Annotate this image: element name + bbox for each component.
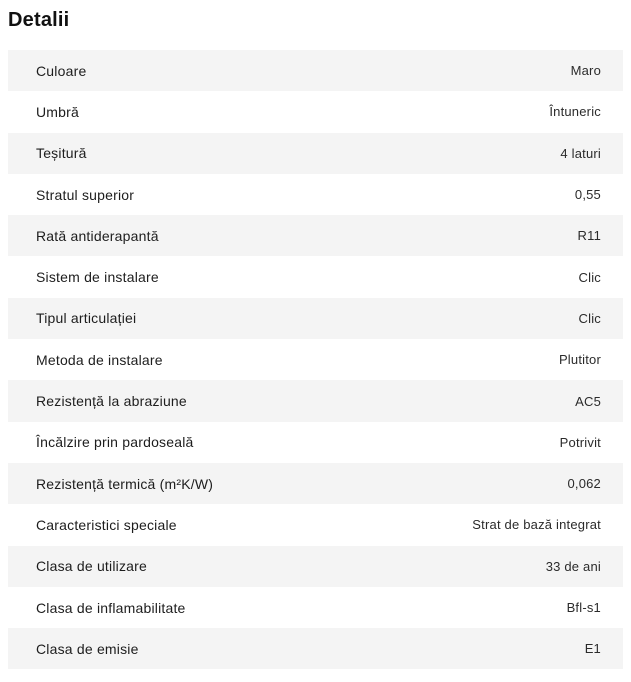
spec-value: R11 (577, 228, 601, 244)
spec-label: Rată antiderapantă (36, 227, 159, 244)
spec-label: Metoda de instalare (36, 351, 163, 368)
spec-value: Strat de bază integrat (472, 517, 601, 533)
spec-label: Clasa de emisie (36, 640, 139, 657)
spec-value: E1 (584, 641, 601, 657)
table-row (8, 215, 623, 256)
page-title: Detalii (8, 9, 70, 31)
table-row (8, 339, 623, 380)
spec-value: Plutitor (558, 352, 601, 368)
spec-label: Rezistență la abraziune (36, 393, 187, 410)
table-row (8, 256, 623, 297)
table-row (8, 587, 623, 628)
spec-value: Bfl-s1 (566, 600, 601, 615)
spec-label: Sistem de instalare (36, 269, 159, 286)
spec-value: Clic (578, 310, 601, 326)
table-row (8, 422, 623, 463)
spec-label: Stratul superior (36, 186, 135, 203)
table-row (8, 380, 623, 421)
table-row (8, 50, 623, 91)
spec-value: 0,55 (574, 187, 601, 203)
spec-label: Caracteristici speciale (36, 516, 177, 533)
spec-label: Tipul articulației (36, 310, 137, 327)
spec-value: 4 laturi (560, 145, 601, 161)
spec-value: 0,062 (567, 476, 601, 492)
table-row (8, 91, 623, 132)
details-table (8, 50, 623, 669)
spec-value: 33 de ani (545, 558, 601, 574)
spec-value: Întuneric (549, 104, 601, 120)
table-row (8, 463, 623, 504)
table-row (8, 504, 623, 545)
spec-label: Culoare (36, 62, 87, 79)
spec-label: Rezistență termică (m²K/W) (36, 475, 214, 492)
spec-value: Clic (578, 269, 601, 285)
table-row (8, 628, 623, 669)
spec-label: Umbră (36, 103, 80, 120)
spec-label: Clasa de inflamabilitate (36, 599, 186, 616)
spec-label: Clasa de utilizare (36, 558, 147, 575)
spec-label: Încălzire prin pardoseală (36, 434, 194, 451)
table-row (8, 133, 623, 174)
table-row (8, 174, 623, 215)
spec-value: AC5 (575, 393, 601, 409)
spec-value: Maro (570, 63, 601, 79)
spec-value: Potrivit (559, 434, 601, 450)
table-row (8, 298, 623, 339)
table-row (8, 546, 623, 587)
spec-label: Teșitură (36, 145, 87, 162)
